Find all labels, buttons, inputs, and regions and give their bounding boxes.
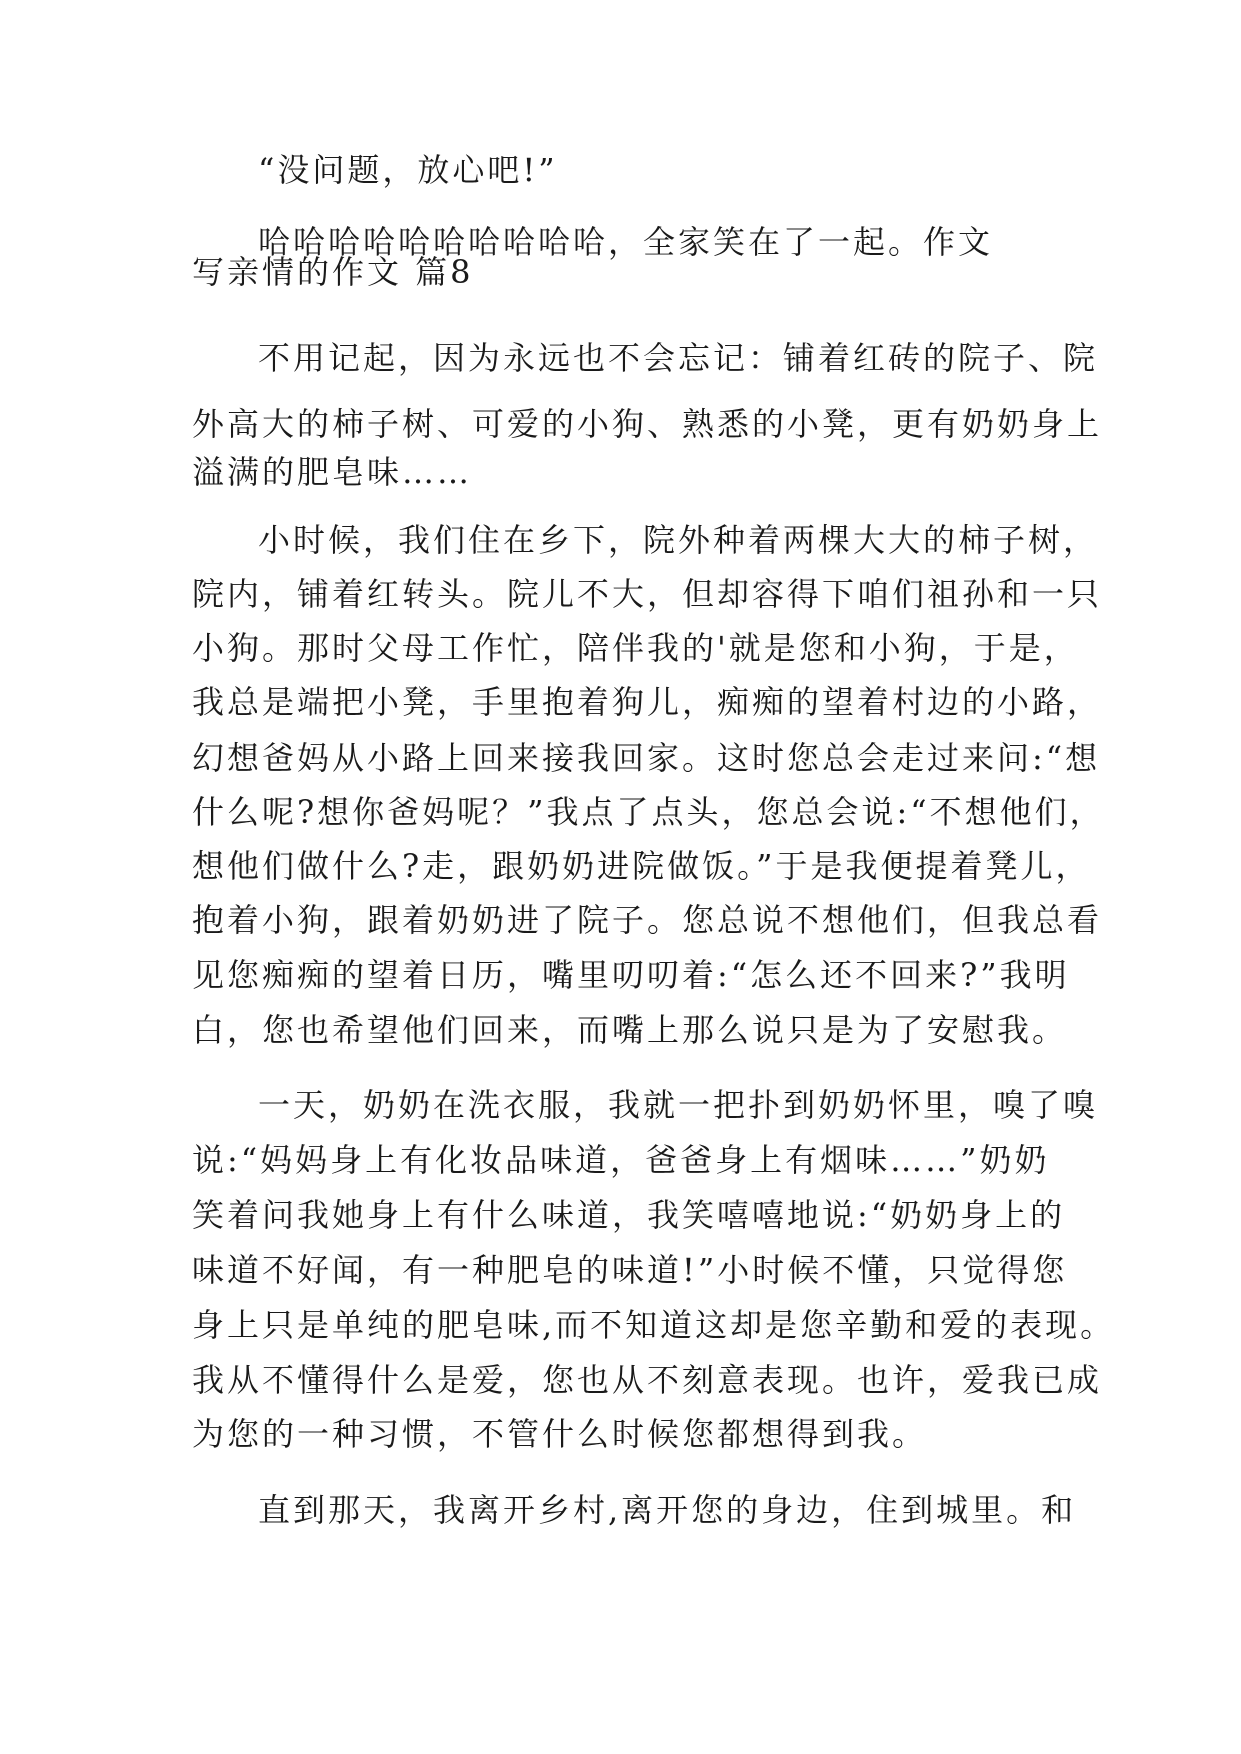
section-heading: 写亲情的作文 篇8 xyxy=(192,253,474,291)
text-line: 白，您也希望他们回来，而嘴上那么说只是为了安慰我。 xyxy=(192,1011,1068,1049)
text-line: 身上只是单纯的肥皂味,而不知道这却是您辛勤和爱的表现。 xyxy=(192,1306,1116,1344)
text-line: 外高大的柿子树、可爱的小狗、熟悉的小凳，更有奶奶身上 xyxy=(192,405,1103,443)
text-line: 不用记起，因为永远也不会忘记：铺着红砖的院子、院 xyxy=(258,339,1099,377)
text-line: 一天，奶奶在洗衣服，我就一把扑到奶奶怀里，嗅了嗅 xyxy=(258,1086,1099,1124)
text-line: 幻想爸妈从小路上回来接我回家。这时您总会走过来问:“想 xyxy=(192,739,1101,777)
text-line: 直到那天，我离开乡村,离开您的身边，住到城里。和 xyxy=(258,1491,1077,1529)
text-line: 哈哈哈哈哈哈哈哈哈哈，全家笑在了一起。作文 xyxy=(258,223,994,261)
text-line: 我总是端把小凳，手里抱着狗儿，痴痴的望着村边的小路， xyxy=(192,683,1103,721)
text-line: 我从不懂得什么是爱，您也从不刻意表现。也许，爱我已成 xyxy=(192,1361,1103,1399)
text-line: 说:“妈妈身上有化妆品味道，爸爸身上有烟味……”奶奶 xyxy=(192,1141,1050,1179)
text-line: 抱着小狗，跟着奶奶进了院子。您总说不想他们，但我总看 xyxy=(192,901,1103,939)
text-line: 味道不好闻，有一种肥皂的味道!”小时候不懂，只觉得您 xyxy=(192,1251,1068,1289)
text-line: 院内，铺着红转头。院儿不大，但却容得下咱们祖孙和一只 xyxy=(192,575,1103,613)
text-line: 小狗。那时父母工作忙，陪伴我的'就是您和小狗，于是， xyxy=(192,629,1079,667)
text-line: 想他们做什么?走，跟奶奶进院做饭。”于是我便提着凳儿， xyxy=(192,847,1091,885)
text-line: “没问题，放心吧!” xyxy=(258,151,558,189)
text-line: 笑着问我她身上有什么味道，我笑嘻嘻地说:“奶奶身上的 xyxy=(192,1196,1066,1234)
text-line: 为您的一种习惯，不管什么时候您都想得到我。 xyxy=(192,1415,928,1453)
text-line: 什么呢?想你爸妈呢？”我点了点头，您总会说:“不想他们， xyxy=(192,793,1105,831)
text-line: 溢满的肥皂味…… xyxy=(192,453,473,491)
text-line: 见您痴痴的望着日历，嘴里叨叨着:“怎么还不回来?”我明 xyxy=(192,956,1070,994)
text-line: 小时候，我们住在乡下，院外种着两棵大大的柿子树， xyxy=(258,521,1099,559)
